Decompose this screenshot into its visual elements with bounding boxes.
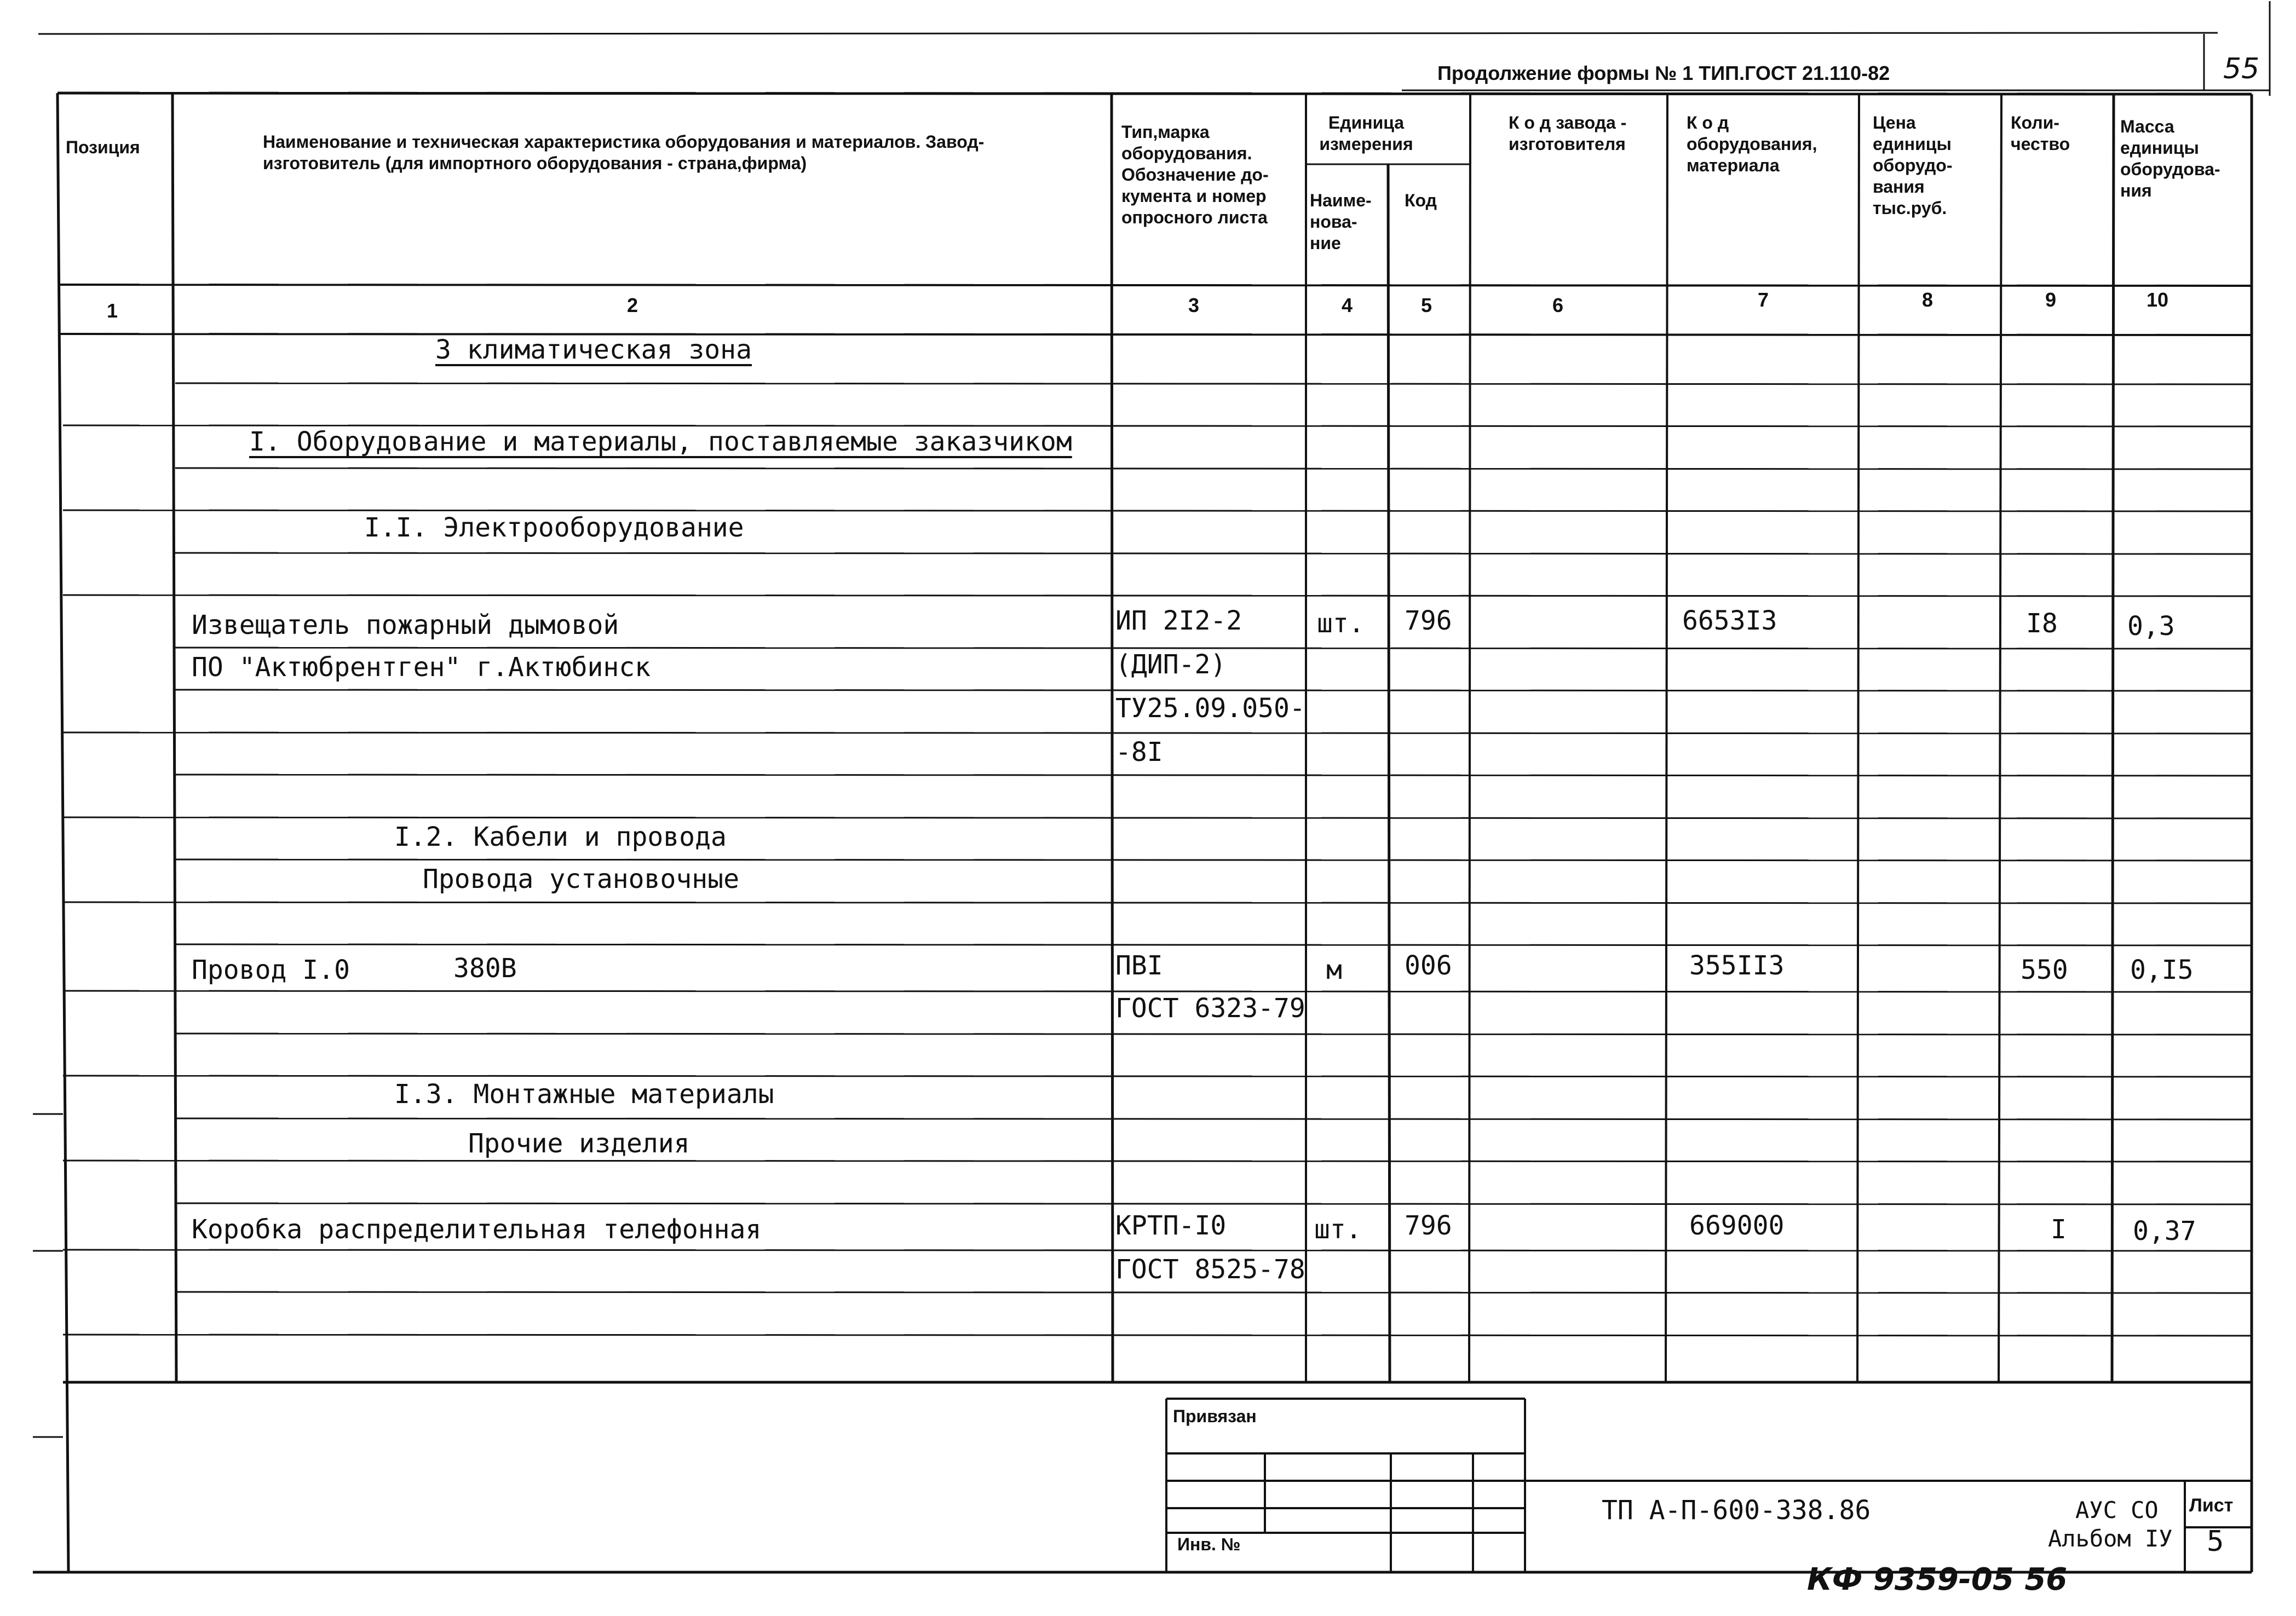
stamp-inventory-label: Инв. № (1177, 1534, 1241, 1554)
item-type: ГОСТ 8525-78 (1115, 1254, 1305, 1285)
item-type: (ДИП-2) (1115, 649, 1227, 680)
item-mass: 0,3 (2127, 611, 2175, 642)
col-header-position: Позиция (66, 137, 140, 157)
col-header-item-code: К о д оборудования, материала (1687, 113, 1817, 176)
item-mass: 0,37 (2133, 1216, 2196, 1246)
stamp-organization: АУС СО (2075, 1497, 2159, 1523)
item-code: 355II3 (1689, 950, 1785, 981)
col-number: 1 (107, 299, 118, 322)
col-number: 7 (1758, 288, 1769, 311)
col-number: 10 (2147, 288, 2169, 311)
col-header-qty: Коли-чество (2011, 113, 2070, 154)
item-name: Коробка распределительная телефонная (192, 1214, 762, 1245)
section-1-heading: I. Оборудование и материалы, поставляемые заказчиком (249, 426, 1072, 457)
section-1-3-subheading: Прочие изделия (468, 1128, 690, 1159)
item-qty: 550 (2021, 955, 2068, 985)
col-header-type: Тип,марка оборудования. Обозначение до-кумента и номер опросного листа (1121, 122, 1269, 228)
col-header-unit-group: Единица измерения (1319, 113, 1413, 154)
item-type: ТУ25.09.050- (1115, 693, 1305, 724)
item-type: КРТП-I0 (1115, 1210, 1227, 1241)
form-continuation-note: Продолжение формы № 1 ТИП.ГОСТ 21.110-82 (1437, 62, 1890, 84)
col-header-name: Наименование и техническая характеристика оборудования и материалов. Завод-изготовитель (для импортного оборудования - страна,фирма) (263, 132, 985, 174)
stamp-document-code: ТП А-П-600-338.86 (1602, 1495, 1871, 1526)
item-type: ИП 2I2-2 (1115, 605, 1242, 636)
item-maker: ПО "Актюбрентген" г.Актюбинск (192, 652, 651, 683)
item-unit-code: 796 (1405, 1210, 1452, 1241)
item-type: -8I (1115, 737, 1163, 767)
col-number: 6 (1552, 294, 1564, 316)
page-number: 55 (2223, 53, 2260, 85)
item-unit: шт. (1317, 608, 1365, 639)
item-unit: м (1326, 955, 1342, 985)
item-code: 669000 (1689, 1210, 1785, 1241)
item-unit: шт. (1314, 1214, 1362, 1245)
section-1-3-heading: I.3. Монтажные материалы (394, 1079, 774, 1110)
climate-zone-heading: 3 климатическая зона (435, 334, 752, 365)
stamp-sheet-label: Лист (2189, 1495, 2234, 1516)
col-header-unit-name: Наиме-нова-ние (1310, 191, 1372, 253)
item-name: Извещатель пожарный дымовой (192, 610, 619, 640)
col-number: 4 (1342, 294, 1353, 316)
item-qty: I8 (2026, 608, 2058, 639)
col-number: 8 (1922, 288, 1934, 311)
item-code: 6653I3 (1682, 605, 1777, 636)
item-mass: 0,I5 (2130, 955, 2194, 985)
col-number: 3 (1188, 294, 1200, 316)
section-1-2-subheading: Провода установочные (423, 864, 739, 894)
col-number: 5 (1421, 294, 1432, 316)
archive-number: КФ 9359-05 56 (1807, 1562, 2068, 1597)
col-header-unit-code: Код (1405, 191, 1437, 210)
item-voltage: 380В (453, 953, 517, 984)
col-header-factory-code: К о д завода - изготовителя (1509, 113, 1627, 154)
item-qty: I (2051, 1214, 2067, 1245)
col-number: 2 (627, 294, 638, 316)
col-header-price: Цена единицы оборудо-вания тыс.руб. (1873, 113, 1953, 218)
section-1-2-heading: I.2. Кабели и провода (394, 822, 727, 852)
section-1-1-heading: I.I. Электрооборудование (364, 512, 744, 543)
stamp-attached-label: Привязан (1173, 1406, 1257, 1426)
item-name: Провод I.0 (192, 955, 350, 985)
item-unit-code: 006 (1405, 950, 1452, 981)
col-number: 9 (2045, 288, 2057, 311)
item-type: ПВI (1115, 950, 1163, 981)
item-type: ГОСТ 6323-79 (1115, 993, 1305, 1024)
col-header-mass: Масса единицы оборудова-ния (2120, 117, 2220, 201)
item-unit-code: 796 (1405, 605, 1452, 636)
stamp-album: Альбом IУ (2048, 1525, 2173, 1552)
stamp-sheet-number: 5 (2207, 1525, 2224, 1558)
